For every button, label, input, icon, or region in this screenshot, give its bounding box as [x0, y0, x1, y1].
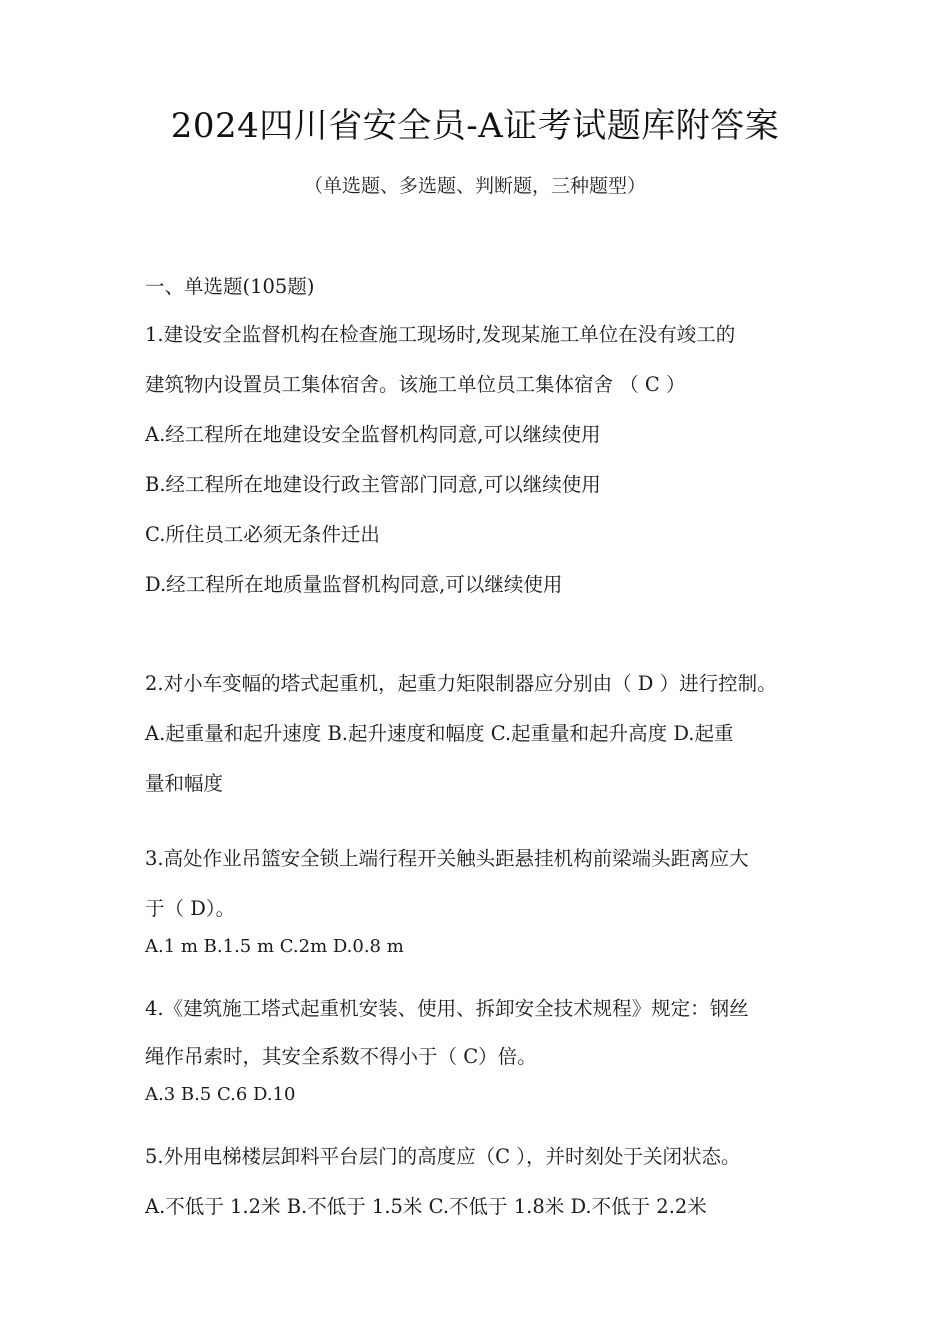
- question-3-stem-line-1: 3.高处作业吊篮安全锁上端行程开关触头距悬挂机构前梁端头距离应大: [145, 847, 749, 870]
- question-1-option-d: D.经工程所在地质量监督机构同意,可以继续使用: [145, 573, 563, 596]
- question-3-stem-line-2: 于（ D）。: [145, 897, 236, 920]
- question-2-options-line-2: 量和幅度: [145, 772, 224, 795]
- question-4-stem-line-2: 绳作吊索时，其安全系数不得小于（ C）倍。: [145, 1045, 537, 1068]
- question-1-option-b: B.经工程所在地建设行政主管部门同意,可以继续使用: [145, 473, 601, 496]
- question-1-option-a: A.经工程所在地建设安全监督机构同意,可以继续使用: [145, 423, 601, 446]
- question-3-options-line-1: A.1 m B.1.5 m C.2m D.0.8 m: [145, 936, 404, 957]
- question-4-options-line-1: A.3 B.5 C.6 D.10: [145, 1084, 296, 1105]
- question-5-stem-line-1: 5.外用电梯楼层卸料平台层门的高度应（C ），并时刻处于关闭状态。: [145, 1145, 741, 1168]
- document-title: 2024四川省安全员-A证考试题库附答案: [170, 106, 780, 146]
- question-1-stem-line-2: 建筑物内设置员工集体宿舍。该施工单位员工集体宿舍 （ C ）: [145, 373, 686, 396]
- document-subtitle: （单选题、多选题、判断题，三种题型）: [303, 175, 646, 197]
- question-1-option-c: C.所住员工必须无条件迁出: [145, 523, 380, 546]
- question-2-stem-line-1: 2.对小车变幅的塔式起重机，起重力矩限制器应分别由（ D ）进行控制。: [145, 672, 777, 695]
- question-5-options-line-1: A.不低于 1.2米 B.不低于 1.5米 C.不低于 1.8米 D.不低于 2.2米: [145, 1195, 707, 1218]
- question-4-stem-line-1: 4.《建筑施工塔式起重机安装、使用、拆卸安全技术规程》规定：钢丝: [145, 997, 749, 1020]
- question-1-stem-line-1: 1.建设安全监督机构在检查施工现场时,发现某施工单位在没有竣工的: [145, 323, 736, 346]
- section-heading: 一、单选题(105题): [145, 275, 315, 298]
- question-2-options-line-1: A.起重量和起升速度 B.起升速度和幅度 C.起重量和起升高度 D.起重: [145, 722, 734, 745]
